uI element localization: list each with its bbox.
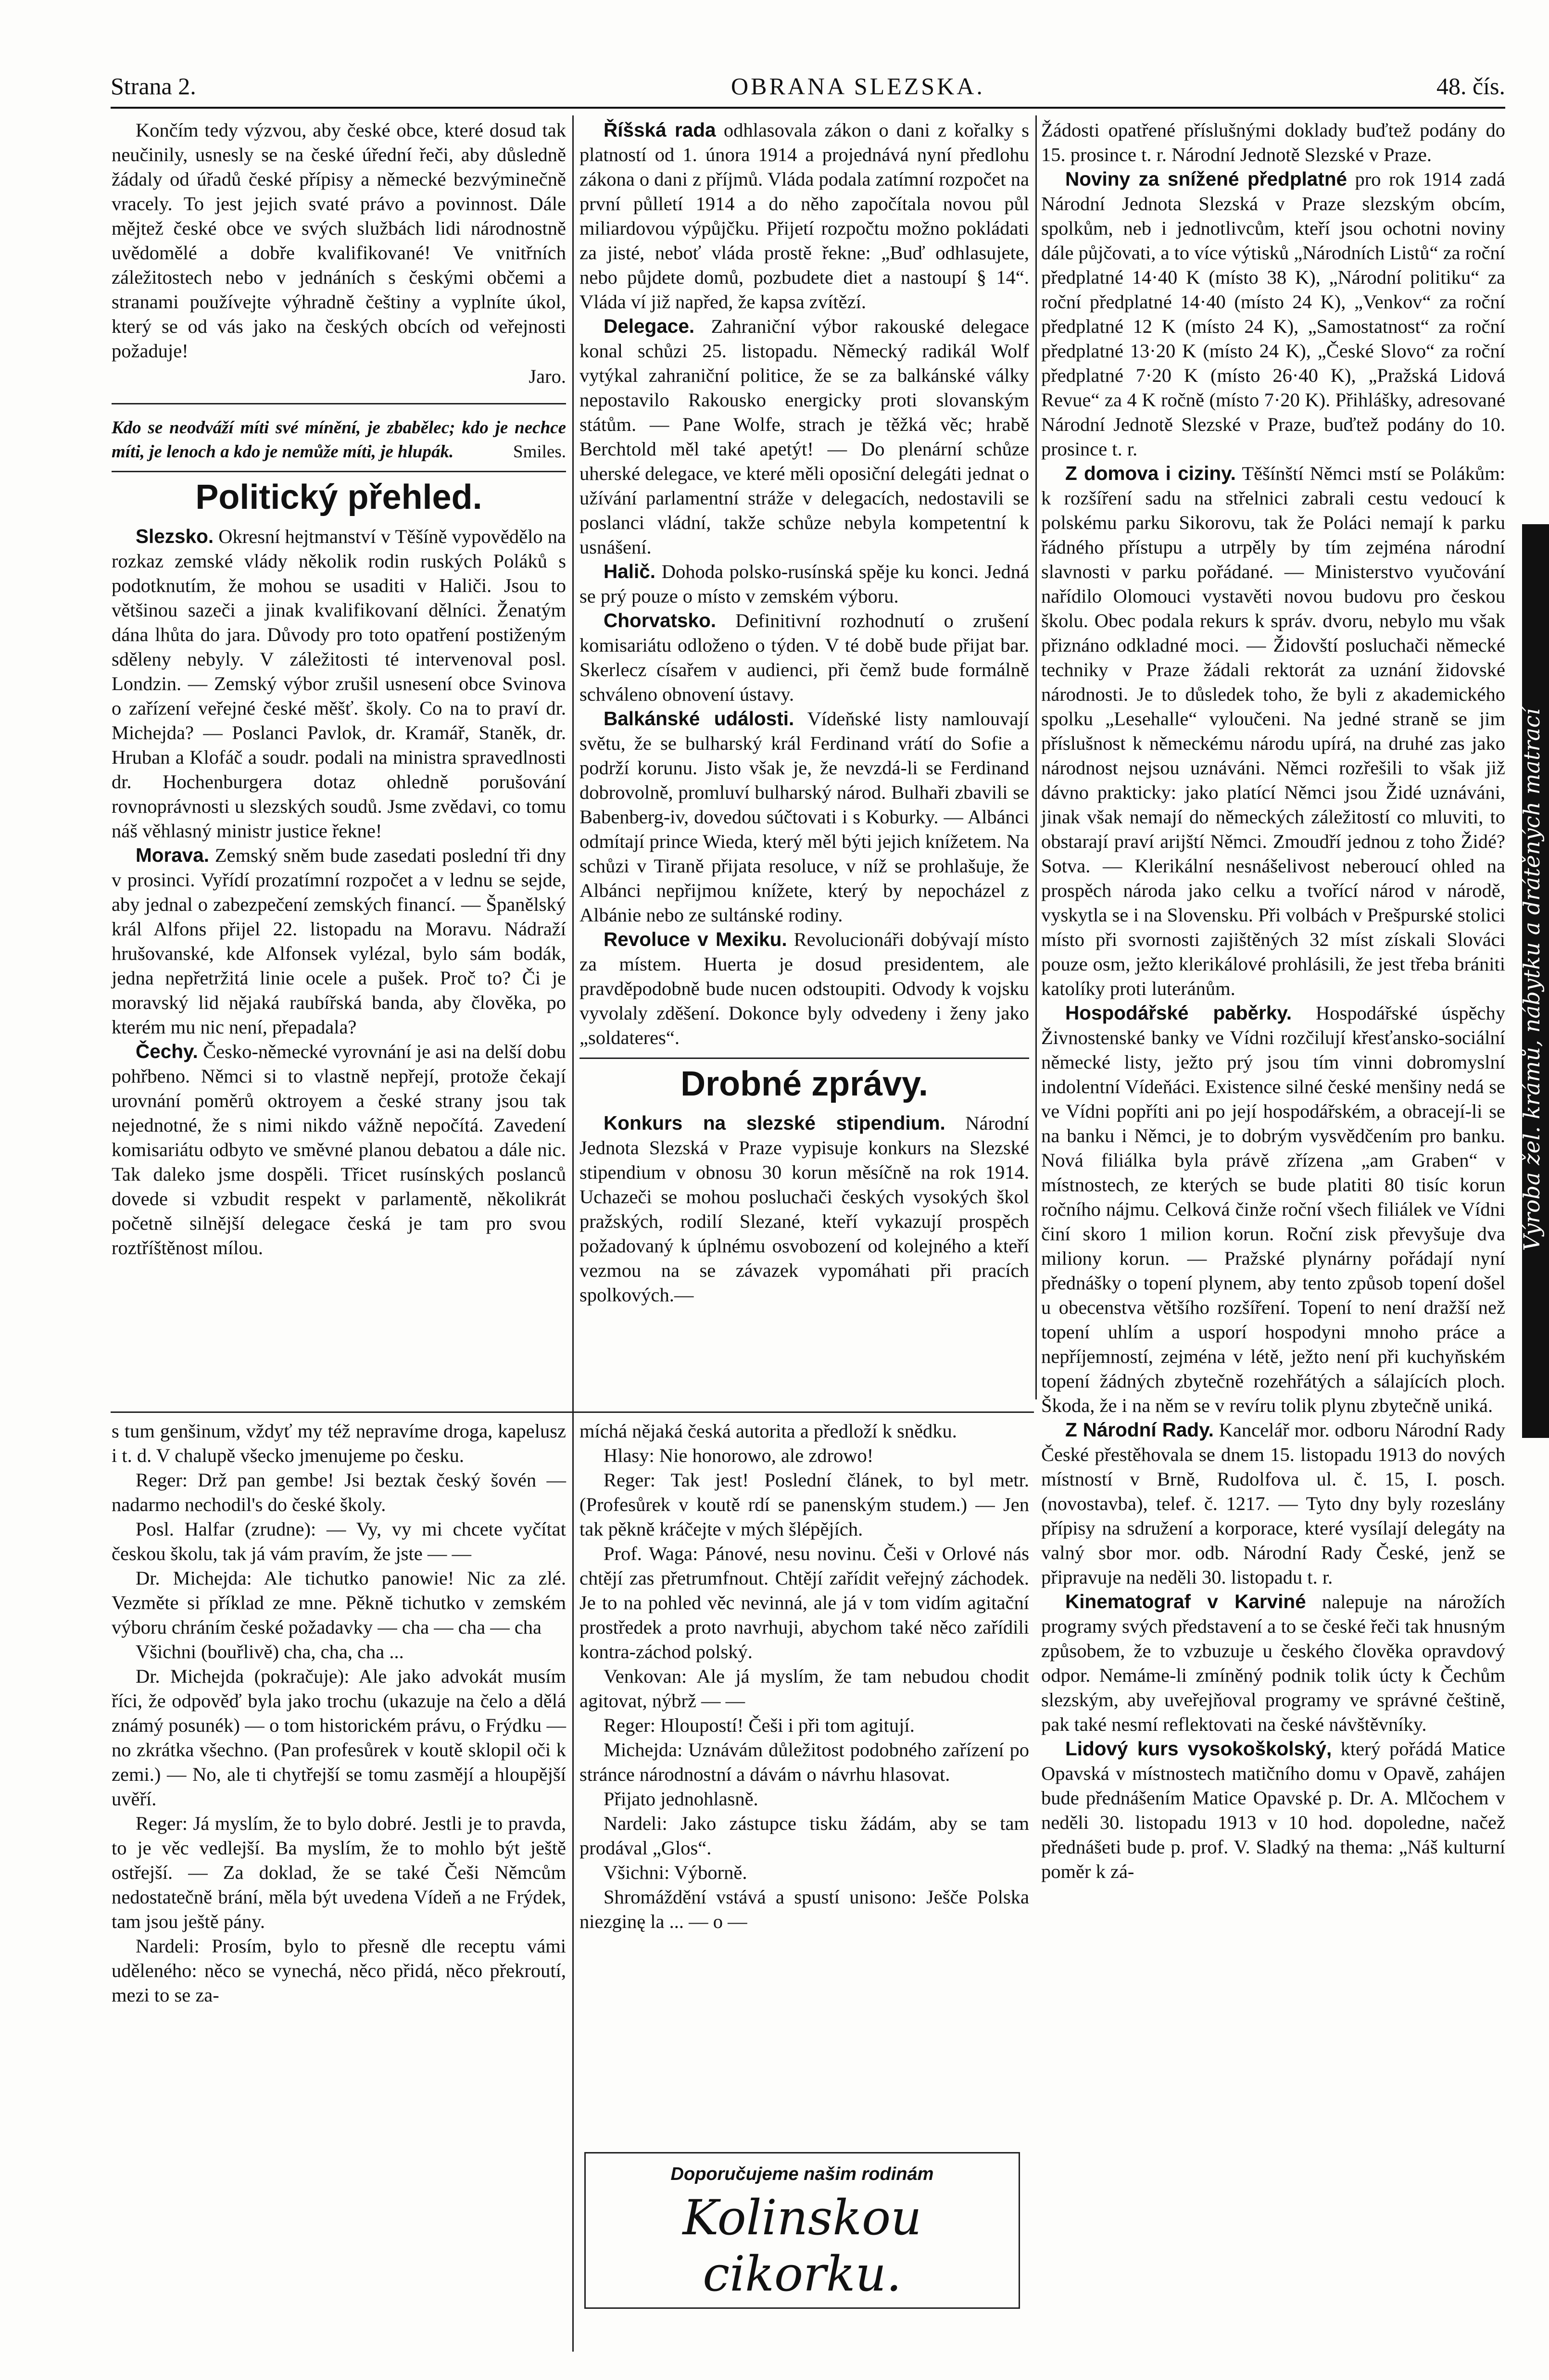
dialogue-line: Venkovan: Ale já myslím, že tam nebudou chodit agitovat, nýbrž — — xyxy=(579,1665,1029,1712)
intro-paragraph: Končím tedy výzvou, aby české obce, které dosud tak neučinily, usnesly se na české úřední řeči, aby důsledně žádaly od úřadů české přípisy a německé bezvýminečně vracely. To jest jejich svaté právo a povinnost. Dále mějtež české obce ve svých službách lidi národnostně uvědomělé a dobře kvalifikované! Ve vnitřních záležitostech nebo v jednáních s českými občemi a stranami používejte výhradně češtiny a vyplníte úkol, který se od vás jako na českých obcích od veřejnosti požaduje! xyxy=(112,119,566,362)
feuilleton-left xyxy=(112,1419,566,2007)
issue-number: 48. čís. xyxy=(1436,73,1505,100)
column-divider-2 xyxy=(1035,115,1037,1399)
news-item: Lidový kurs vysokoškolský, který pořádá Matice Opavská v místnostech matičního domu v Opavě, zahájen bude přednášením Matice Opavské p. Dr. A. Mlčochem v neděli 30. listopadu 1913 v 10 hod. dopoledne, načež přednášeti bude p. prof. V. Sladký na thema: „Náš kulturní poměr k zá- xyxy=(1041,1738,1505,1882)
news-item: Revoluce v Mexiku. Revolucionáři dobývají místo za místem. Huerta je dosud presidentem, ale pravděpodobně bude nucen odstoupiti. Odvody k vojsku vyvolaly zděšení. Dokonce byly odvedeny i ženy jako „soldateres“. xyxy=(579,928,1030,1048)
dialogue-line: Reger: Drž pan gembe! Jsi beztak český šovén — nadarmo nechodil's do české školy. xyxy=(112,1469,566,1515)
dialogue-line: Dr. Michejda (pokračuje): Ale jako advokát musím říci, že odpověď byla jako trochu (ukazuje na čelo a dělá známý posunék) — o tom historickém právu, o Frýdku — no zkrátka všechno. (Pan profesůrek v koutě sklopil oči k zemi.) — No, ale ti chytřejší se tomu zasmějí a hloupější uvěří. xyxy=(112,1665,566,1810)
dialogue-line: Všichni: Výborně. xyxy=(604,1862,747,1883)
news-item: Čechy. Česko-německé vyrovnání je asi na delší dobu pohřbeno. Němci si to vlastně nepřejí, protože čekají urovnání poměrů oktroyem a české strany jsou tak nejednotné, že s nimi nikdo vážně nepočítá. Zavedení komisariátu odbyto ve směvné planou debatou a dále nic. Tak daleko jsme dospěli. Třicet rusínských poslanců dovede si vzbudit respekt v parlamentě, několikrát početně silnější delegace česká je tam pro svou roztříštěnost mílou. xyxy=(112,1040,566,1259)
news-item: Hospodářské paběrky. Hospodářské úspěchy Živnostenské banky ve Vídni rozčilují křesťansko-sociální německé listy, ježto prý jsou tím vinni dobromyslní indolentní Vídeňáci. Existence silné české menšiny nedá se ve Vídni popříti ani po její hospodářském, a obracejí-li se na banku i Němci, je to dobrým vysvědčením pro banku. Nová filiálka byla právě zřízena „am Graben“ v místnostech, ze kterých se bude platiti 80 tisíc korun ročního nájmu. Celková činže roční všech filiálek ve Vídni činí skoro 1 milion korun. Roční zisk převyšuje dva miliony korun. — Pražské plynárny pořádají nyní přednášky o topení plynem, aby tento způsob topení došel u obecenstva většího rozšíření. Topení to není dražší než topení uhlím a usporí hospodyni mnoho práce a nepříjemností, zejména v létě, ježto není při kuchyňském topení žádných zbytečně rozehřátých a sálajících ploch. Škoda, že i na něm se v revíru tolik plynu zbytečně uniká. xyxy=(1041,1002,1505,1416)
section-title-short-news: Drobné zprávy. xyxy=(680,1065,928,1103)
news-item: Říšská rada odhlasovala zákon o dani z kořalky s platností od 1. února 1914 a projednává nyní předlohu zákona o dani z příjmů. Vláda podala zatímní rozpočet na první půlletí 1914 a do něho započítala novou půl miliardovou výpůjčku. Přijetí rozpočtu možno pokládati za jisté, neboť vláda prostě řekne: „Buď odhlasujete, nebo půjdete domů, pozbudete diet a nastoupí § 14“. Vláda ví již napřed, že kapsa zvítězí. xyxy=(579,119,1030,313)
column-divider-1 xyxy=(572,115,574,2352)
feuilleton-right xyxy=(579,1419,1029,1934)
page-header xyxy=(111,72,1505,106)
section-title-politics: Politický přehled. xyxy=(195,478,482,516)
news-item: Kinematograf v Karviné nalepuje na nárožích programy svých představení a to se české řeči tak hnusným způsobem, že to vzbuzuje u českého člověka opravdový odpor. Nemáme-li zmíněný podnik tolik úcty k Čechům slezským, aby uveřejňoval programy ve správné češtině, pak také nesmí reflektovati na české návštěvníky. xyxy=(1041,1590,1505,1735)
news-item: Morava. Zemský sněm bude zasedati poslední tři dny v prosinci. Vyřídí prozatímní rozpočet a v lednu se sejde, aby jednal o zabezpečení zemských financí. — Španělský král Alfons přijel 22. listopadu na Moravu. Nádraží hrušovanské, kde Alfonsek vylézal, bylo sám bodák, jedna nepřetržitá linie ocele a pušek. Proč to? Či je moravský lid nějaká raubířská banda, aby člověka, po kterém mu nic není, přepadala? xyxy=(112,844,566,1038)
column-2 xyxy=(579,118,1029,1307)
column-3 xyxy=(1041,118,1505,1884)
news-item: Chorvatsko. Definitivní rozhodnutí o zrušení komisariátu odloženo o týden. V té době bude přijat bar. Skerlecz císařem v audienci, při čemž bude formálně schváleno obnovení ústavy. xyxy=(579,609,1030,705)
quote-box xyxy=(112,416,566,464)
quote-rule-bottom xyxy=(112,471,566,472)
dialogue-line: Nardeli: Prosím, bylo to přesně dle receptu vámi uděleného: něco se vynechá, něco přidá, něco překroutí, mezi to se za- xyxy=(112,1935,566,2006)
column-1 xyxy=(112,118,566,1260)
news-item: Žádosti opatřené příslušnými doklady buďtež podány do 15. prosince t. r. Národní Jednotě Slezské v Praze. xyxy=(1041,119,1505,165)
dialogue-line: Všichni (bouřlivě) cha, cha, cha ... xyxy=(136,1641,404,1662)
dialogue-line: Michejda: Uznávám důležitost podobného zařízení po stránce národnostní a dávám o návrhu hlasovat. xyxy=(579,1739,1029,1785)
dialogue-line: míchá nějaká česká autorita a předloží k snědku. xyxy=(579,1420,957,1442)
signature: Jaro. xyxy=(529,365,566,387)
ad-script-text: Kolinskou cikorku. xyxy=(682,2190,922,2302)
feuilleton-rule xyxy=(111,1411,1034,1413)
dialogue-line: s tum genšinum, vždyť my též nepravíme droga, kapelusz i t. d. V chalupě všecko jmenujeme po česku. xyxy=(112,1420,566,1466)
dialogue-line: Posl. Halfar (zrudne): — Vy, vy mi chcete vyčítat českou školu, tak já vám pravím, že jste — — xyxy=(112,1518,566,1564)
quote-rule-top xyxy=(112,403,566,404)
dialogue-line: Reger: Hloupostí! Češi i při tom agitují. xyxy=(604,1714,915,1736)
chicory-advertisement xyxy=(584,2152,1020,2309)
news-item: Z domova i ciziny. Těšínští Němci mstí se Polákům: k rozšíření sadu na střelnici zabrali cestu vedoucí k polskému parku Sikorovu, tak že Poláci nemají k parku řádného přístupu a utrpěly by tím zejména národní slavnosti v parku pořádané. — Ministerstvo vyučování nařídilo Olomouci vystavěti novou budovu pro českou školu. Obec podala rekurs k správ. dvoru, nebylo mu však přiznáno odkladné moci. — Židovští posluchači německé techniky v Praze žádali rektorát za uznání židovské národnosti. Je to důsledek toho, že byli z akademického spolku „Lesehalle“ vyloučeni. Na jedné straně se jim příslušnost k německému národu upírá, na druhé zas jako národnost nejsou uznáváni. Němci rozřešili to však již dávno prakticky: jako platící Němci jsou Židé uznáváni, jinak však nemají do německých záležitostí co mluviti, to obstarají praví arijští Němci. Zmoudří jednou z toho Židé? Sotva. — Klerikální nesnášelivost neberoucí ohled na prospěch národa jako celku a tvořící národ v národě, vyskytla se i na Slovensku. Při volbách v Prešpurské stolici místo při svornosti zajištěných 32 míst získali Slováci pouze osm, ježto klerikálové prohlásili, že jest třeba brániti katolíky proti luteránům. xyxy=(1041,462,1505,999)
newspaper-title: OBRANA SLEZSKA. xyxy=(731,73,985,100)
news-item: Z Národní Rady. Kancelář mor. odboru Národní Rady České přestěhovala se dnem 15. listopadu 1913 do nových místností v Brně, Rudolfova ul. č. 15, I. posch. (novostavba), telef. č. 1217. — Tyto dny byly rozeslány přípisy na sdružení a korporace, které vysílají delegáty na valný sbor mor. odb. Národní Rady České, jenž se připravuje na neděli 30. listopadu t. r. xyxy=(1041,1419,1506,1588)
news-item: Halič. Dohoda polsko-rusínská spěje ku konci. Jedná se prý pouze o místo v zemském výboru. xyxy=(579,560,1029,607)
dialogue-line: Dr. Michejda: Ale tichutko panowie! Nic za zlé. Vezměte si příklad ze mne. Pěkně tichutko v zemském výboru chráním české požadavky — cha — cha — cha xyxy=(112,1567,566,1638)
side-advertisement-band xyxy=(1519,524,1549,1438)
page-number: Strana 2. xyxy=(111,73,196,100)
section-rule xyxy=(579,1058,1029,1059)
header-rule xyxy=(111,107,1505,109)
news-item: Noviny za snížené předplatné pro rok 1914 zadá Národní Jednota Slezská v Praze slezským obcím, spolkům, neb i jednotlivcům, kteří jsou ochotni noviny dále půjčovati, a to více výtisků „Národních Listů“ za roční předplatné 14·40 K (místo 38 K), „Národní politiku“ za roční předplatné 14·40 (místo 24 K), „Venkov“ za roční předplatné 12 K (místo 24 K), „Samostatnost“ za roční předplatné 13·20 K (místo 24 K), „České Slovo“ za roční předplatné 7·20 K (místo 26·40 K), „Pražská Lidová Revue“ za 4 K ročně (místo 7·20 K). Přihlášky, adresované Národní Jednotě Slezské v Praze, buďtež podány do 10. prosince t. r. xyxy=(1041,168,1506,460)
side-band-text: Výroba žel. krámů, nábytku a drátěných matrací xyxy=(1519,708,1545,1251)
dialogue-line: Reger: Tak jest! Poslední článek, to byl metr. (Profesůrek v koutě rdí se panenským studem.) — Jen tak pěkně kráčejte v mých šlépějích. xyxy=(579,1469,1029,1540)
dialogue-line: Reger: Já myslím, že to bylo dobré. Jestli je to pravda, to je věc vedlejší. Ba myslím, že to mohlo být ještě ostřejší. — Za doklad, že se také Češi Němcům nedostatečně brání, měla být uvedena Vídeň a ne Frýdek, tam jsou ještě pány. xyxy=(112,1813,566,1932)
dialogue-line: Prof. Waga: Pánové, nesu novinu. Češi v Orlové nás chtějí zas přetrumfnout. Chtějí zařídit veřejný záchodek. Je to na pohled věc nevinná, ale já v tom vidím agitační prostředek a proto navrhuji, abychom také něco zařídili kontra-záchod polský. xyxy=(579,1543,1029,1662)
quote-author: Smiles. xyxy=(513,442,566,462)
news-item: Balkánské události. Vídeňské listy namlouvají světu, že se bulharský král Ferdinand vrátí do Sofie a podrží korunu. Jisto však je, že nevzdá-li se Ferdinand dobrovolně, promluví bulharský národ. Bulhaři zbavili se Babenberg-iv, dovedou súčtovati i s Koburky. — Albánci odmítají prince Wieda, který měl býti jejich knížetem. Na schůzi v Tiraně přijata resoluce, v níž se prohlašuje, že Albánci nepřijmou knížete, který by nepocházel z Albánie nebo ze sultánské rodiny. xyxy=(579,707,1029,926)
news-item: Konkurs na slezské stipendium. Národní Jednota Slezská v Praze vypisuje konkurs na Slezské stipendium v obnosu 30 korun měsíčně na rok 1914. Uchazeči se mohou posluchači českých vysokých škol pražských, rodilí Slezané, kteří vykazují prospěch požadovaný k úplnému osvobození od kolejného a kteří vezmou na se závazek vypomáhati při pracích spolkových.— xyxy=(579,1112,1029,1306)
ad-heading: Doporučujeme našim rodinám xyxy=(670,2164,934,2184)
dialogue-line: Hlasy: Nie honorowo, ale zdrowo! xyxy=(604,1445,874,1466)
dialogue-line: Shromáždění vstává a spustí unisono: Ješče Polska niezginę la ... — o — xyxy=(579,1886,1029,1932)
dialogue-line: Nardeli: Jako zástupce tisku žádám, aby se tam prodával „Glos“. xyxy=(579,1813,1029,1859)
dialogue-line: Přijato jednohlasně. xyxy=(604,1788,758,1810)
news-item: Delegace. Zahraniční výbor rakouské delegace konal schůzi 25. listopadu. Německý radikál Wolf vytýkal zahraniční politice, že se za balkánské války nepostavilo Rakousko energicky proti slovanským státům. — Pane Wolfe, strach je těžká věc; hrabě Berchtold měl také apetýt! — Do plenární schůze uherské delegace, ve které měli oposiční delegáti jednat o užívání parlamentní stráže v delegacích, nedostavili se poslanci vládní, takže schůze nebyla kompetentní k usnášení. xyxy=(579,315,1030,558)
quote-text: Kdo se neodváží míti své mínění, je zbabělec; kdo je nechce míti, je lenoch a kdo je nemůže míti, je hlupák. xyxy=(112,418,566,462)
news-item: Slezsko. Okresní hejtmanství v Těšíně vypovědělo na rozkaz zemské vlády několik rodin ruských Poláků s podotknutím, že mohou se usaditi v Haliči. Jsou to většinou sazeči a jinak kvalifikovaní dělníci. Ženatým dána lhůta do jara. Důvody pro toto opatření postiženým sděleny nebyly. V záležitosti té intervenoval posl. Londzin. — Zemský výbor zrušil usnesení obce Svinova o zařízení veřejné české měšť. školy. Co na to praví dr. Michejda? — Poslanci Pavlok, dr. Kramář, Staněk, dr. Hruban a Klofáč a soudr. podali na ministra spravedlnosti dr. Hochenburgera dotaz ohledně porušování rovnoprávnosti u slezských soudů. Jsme zvědavi, co tomu náš věhlasný ministr justice řekne! xyxy=(112,525,567,842)
